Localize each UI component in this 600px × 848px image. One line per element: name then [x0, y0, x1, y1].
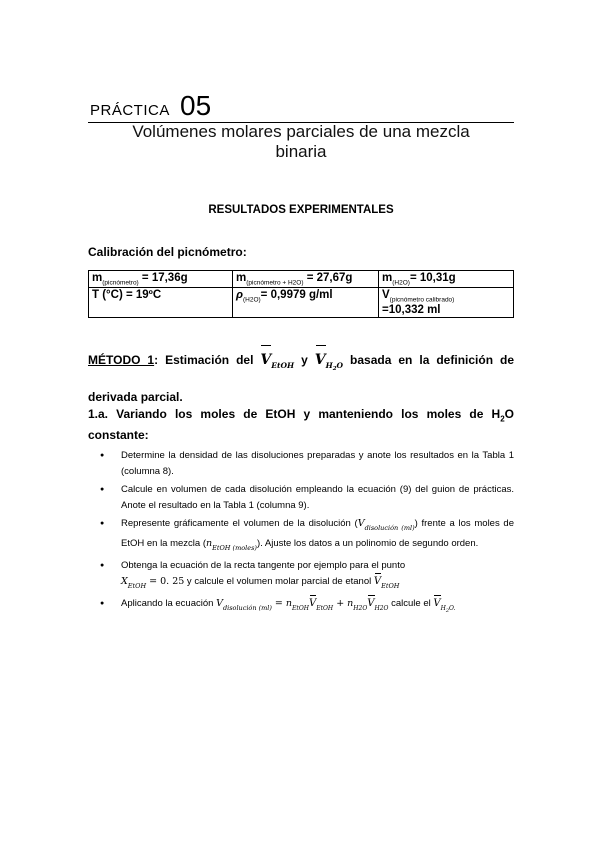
section-1a-heading: 1.a. Variando los moles de EtOH y manteniendo los moles de $H_2O$ constante:: [88, 407, 514, 443]
mass-pycnometer-water-cell: $m_{(picnómetro + H2O)} = 27,67g$: [233, 271, 379, 288]
practice-header: [88, 88, 514, 123]
water-density-cell: $\rho_{(H2O)}= 0,9979$ g/ml: [233, 288, 379, 317]
subtitle-line-1: Volúmenes molares parciales de una mezcla: [132, 122, 470, 141]
list-item: ● Obtenga la ecuación de la recta tangente por ejemplo para el punto $X_{EtOH} = 0$. 25 y calcule el volumen molar parcial de etanol $V_{EtOH}$: [100, 558, 514, 594]
temperature-cell: T (°C) = 19ºC: [89, 288, 233, 317]
calibrated-volume-cell: $V_{(picnómetro calibrado)}$ =10,332 ml: [379, 288, 514, 317]
list-item: ● Determine la densidad de las disoluciones preparadas y anote los resultados en la Tabla 1 (columna 8).: [100, 448, 514, 480]
calibration-heading: Calibración del picnómetro:: [88, 245, 247, 259]
calibration-row-1: [89, 271, 514, 288]
list-item: ● Calcule en volumen de cada disolución empleando la ecuación (9) del guion de prácticas. Anote el resultado en la Tabla 1 (columna 9).: [100, 482, 514, 514]
practice-number: 05: [180, 90, 212, 121]
results-heading: RESULTADOS EXPERIMENTALES: [208, 204, 394, 216]
list-item: ● Aplicando la ecuación $V_{disolución (ml)} = n_{EtOH}V_{EtOH} + n_{H2O}V_{H2O}$ calcule el $V_{H2O.}$: [100, 596, 514, 619]
practice-subtitle: [88, 122, 514, 162]
list-item: ● Represente gráficamente el volumen de la disolución $(V_{disolución (ml)})$ frente a los moles de EtOH en la mezcla $(n_{EtOH (moles)})$. Ajuste los datos a un polinomio de segundo orden.: [100, 516, 514, 556]
mass-water-cell: $m_{(H2O)}= 10,31g$: [379, 271, 514, 288]
practice-word: PRÁCTICA: [90, 102, 170, 119]
calibration-table: [88, 270, 514, 318]
mass-pycnometer-cell: $m_{(picnómetro)} = 17,36g$: [89, 271, 233, 288]
instructions-list: [100, 448, 514, 621]
method-1-heading: MÉTODO 1: Estimación del $V_{EtOH}$ y $V_{H2O}$ basada en la definición de derivada parcial.: [88, 346, 514, 411]
subtitle-line-2: binaria: [275, 142, 327, 161]
calibration-row-2: [89, 288, 514, 317]
